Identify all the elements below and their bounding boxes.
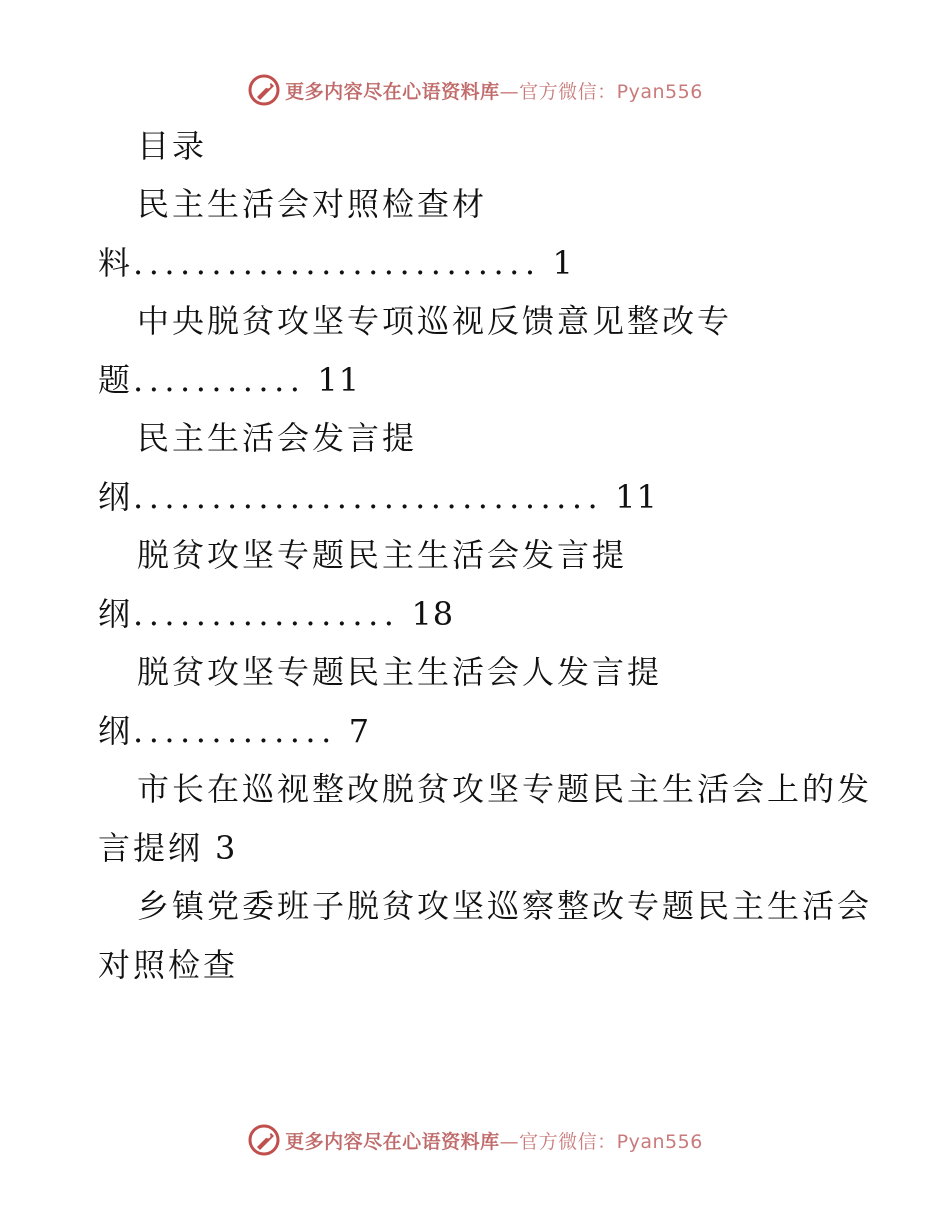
- toc-leader-dots: ..........................: [133, 244, 541, 282]
- toc-leader-dots: .................: [133, 595, 400, 633]
- banner-title: 更多内容尽在心语资料库: [285, 80, 500, 103]
- toc-page-number: 11: [615, 478, 658, 516]
- toc-entry-7-tail[interactable]: 对照检查: [98, 946, 239, 984]
- toc-entry-1-tail[interactable]: 料.......................... 1: [98, 244, 574, 282]
- toc-page-number: 11: [317, 361, 361, 399]
- header-banner: [0, 70, 950, 110]
- toc-entry-6-tail[interactable]: 言提纲 3: [98, 829, 237, 867]
- toc-page-number: 1: [552, 244, 574, 282]
- toc-entry-3-tail[interactable]: 纲.............................. 11: [98, 478, 658, 516]
- toc-entry-2-title[interactable]: 中央脱贫攻坚专项巡视反馈意见整改专: [137, 302, 733, 340]
- toc-entry-7-title[interactable]: 乡镇党委班子脱贫攻坚巡察整改专题民主生活会: [137, 887, 873, 925]
- toc-entry-1-title[interactable]: 民主生活会对照检查材: [137, 185, 488, 223]
- toc-page-number: 3: [215, 829, 237, 867]
- banner-title: 更多内容尽在心语资料库: [285, 1130, 500, 1153]
- toc-entry-4-title[interactable]: 脱贫攻坚专题民主生活会发言提: [137, 536, 628, 574]
- banner-wechat: —官方微信：Pyan556: [499, 80, 703, 103]
- footer-banner: [0, 1120, 950, 1160]
- toc-entry-4-tail[interactable]: 纲................. 18: [98, 595, 455, 633]
- pen-logo-icon: [247, 73, 281, 107]
- toc-entry-5-tail[interactable]: 纲............. 7: [98, 712, 371, 750]
- toc-page-number: 18: [411, 595, 455, 633]
- toc-entry-5-title[interactable]: 脱贫攻坚专题民主生活会人发言提: [137, 653, 663, 691]
- toc-entry-6-title[interactable]: 市长在巡视整改脱贫攻坚专题民主生活会上的发: [137, 770, 873, 808]
- banner-wechat: —官方微信：Pyan556: [499, 1130, 703, 1153]
- toc-entry-3-title[interactable]: 民主生活会发言提: [137, 419, 418, 457]
- toc-heading: 目录: [137, 127, 208, 165]
- toc-leader-dots: .............: [133, 712, 337, 750]
- toc-entry-2-tail[interactable]: 题........... 11: [98, 361, 361, 399]
- pen-logo-icon: [247, 1123, 281, 1157]
- toc-page-number: 7: [348, 712, 371, 750]
- toc-leader-dots: ...........: [133, 361, 306, 399]
- toc-leader-dots: ..............................: [133, 478, 604, 516]
